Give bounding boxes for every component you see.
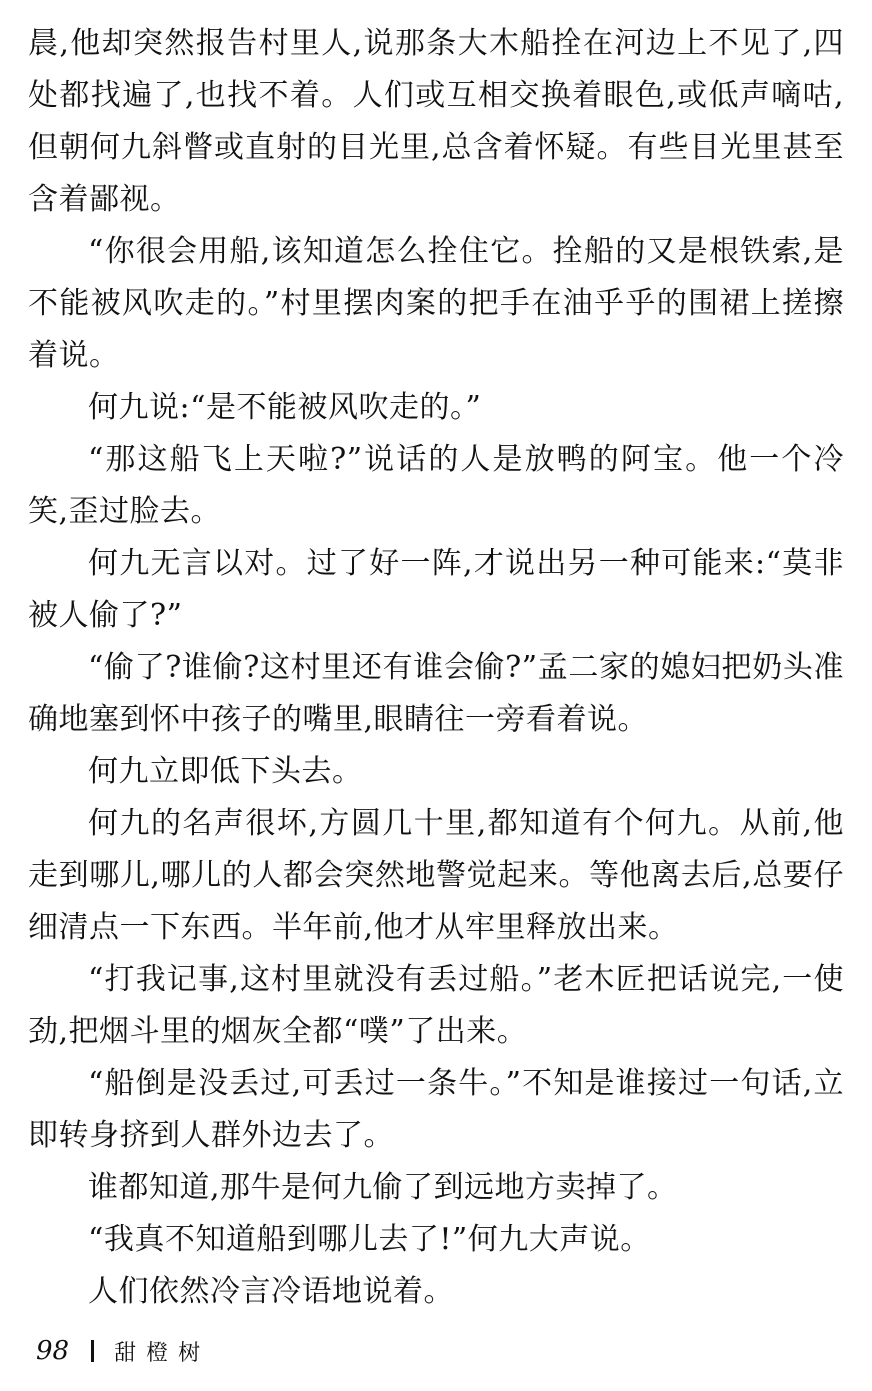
footer-divider [91,1340,94,1362]
paragraph-12: “我真不知道船到哪儿去了!”何九大声说。 [88,1222,651,1257]
paragraph-6: “偷了?谁偷?这村里还有谁会偷?”孟二家的媳妇把奶头准确地塞到怀中孩子的嘴里,眼睛往一旁看着说。 [28,650,844,737]
paragraph-5: 何九无言以对。过了好一阵,才说出另一种可能来:“莫非被人偷了?” [28,546,844,633]
paragraph-2: “你很会用船,该知道怎么拴住它。拴船的又是根铁索,是不能被风吹走的。”村里摆肉案的把手在油乎乎的围裙上搓擦着说。 [28,234,844,373]
paragraph-13: 人们依然冷言冷语地说着。 [88,1274,454,1309]
book-title: 甜橙树 [114,1340,211,1366]
page-number: 98 [36,1336,70,1366]
paragraph-7: 何九立即低下头去。 [88,754,363,789]
paragraph-3: 何九说:“是不能被风吹走的。” [88,390,482,425]
page-footer [36,1333,210,1369]
paragraph-4: “那这船飞上天啦?”说话的人是放鸭的阿宝。他一个冷笑,歪过脸去。 [28,442,844,529]
paragraph-11: 谁都知道,那牛是何九偷了到远地方卖掉了。 [88,1170,678,1205]
paragraph-8: 何九的名声很坏,方圆几十里,都知道有个何九。从前,他走到哪儿,哪儿的人都会突然地警觉起来。等他离去后,总要仔细清点一下东西。半年前,他才从牢里释放出来。 [28,806,844,945]
body-text [28,18,844,1318]
paragraph-1: 晨,他却突然报告村里人,说那条大木船拴在河边上不见了,四处都找遍了,也找不着。人们或互相交换着眼色,或低声嘀咕,但朝何九斜瞥或直射的目光里,总含着怀疑。有些目光里甚至含着鄙视。 [28,26,844,217]
paragraph-9: “打我记事,这村里就没有丢过船。”老木匠把话说完,一使劲,把烟斗里的烟灰全都“噗”了出来。 [28,962,844,1049]
paragraph-10: “船倒是没丢过,可丢过一条牛。”不知是谁接过一句话,立即转身挤到人群外边去了。 [28,1066,844,1153]
